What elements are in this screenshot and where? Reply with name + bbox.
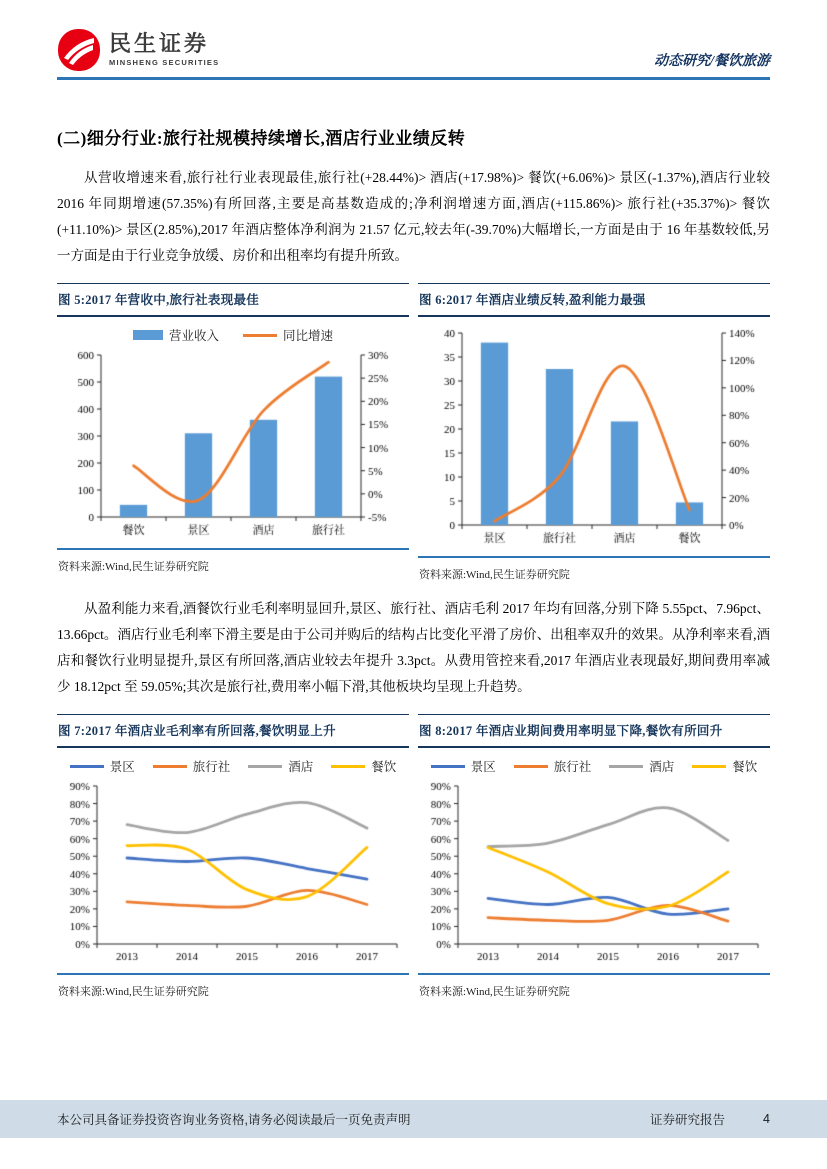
legend-item [70,757,135,775]
line-swatch-icon [331,765,365,768]
figure-5-source: 资料来源:Wind,民生证券研究院 [57,548,409,574]
footer-page-number: 4 [763,1112,770,1126]
line-swatch-icon [514,765,548,768]
footer-disclaimer: 本公司具备证券投资咨询业务资格,请务必阅读最后一页免责声明 [57,1113,411,1127]
footer-report-type: 证券研究报告 [650,1113,726,1127]
legend-label: 旅行社 [553,760,592,774]
legend-label: 同比增速 [283,329,334,343]
figure-5-chart [57,347,409,545]
bar-swatch-icon [133,330,163,340]
page-footer [0,1100,827,1138]
figure-7 [57,714,409,999]
paragraph-revenue-growth: 从营收增速来看,旅行社行业表现最佳,旅行社(+28.44%)> 酒店(+17.98%)> 餐饮(+6.06%)> 景区(-1.37%),酒店行业较 2016 年同期增速(57.35%)有所回落,主要是高基数造成的;净利润增速方面,酒店(+115.86%)> 旅行社(+35.37%)> 餐饮(+11.10%)> 景区(2.85%),2017 年酒店整体净利润为 21.57 亿元,较去年(-39.70%)大幅增长,一方面是由于 16 年基数较低,另一方面是由于行业竞争放缓、房价和出租率均有提升所致。 [57,170,770,263]
section-title: (二)细分行业:旅行社规模持续增长,酒店行业业绩反转 [57,129,466,148]
figure-8-legend [418,748,770,778]
figure-8 [418,714,770,999]
legend-item [609,757,674,775]
figure-6 [418,283,770,582]
figure-row-2 [57,714,770,999]
line-swatch-icon [243,334,277,337]
line-swatch-icon [431,765,465,768]
figure-row-1 [57,283,770,582]
legend-label: 酒店 [649,760,675,774]
brand-text [109,33,219,67]
figure-8-source: 资料来源:Wind,民生证券研究院 [418,973,770,999]
brand-name-cn: 民生证券 [109,31,210,57]
paragraph-profitability: 从盈利能力来看,酒餐饮行业毛利率明显回升,景区、旅行社、酒店毛利 2017 年均有回落,分别下降 5.55pct、7.96pct、13.66pct。酒店行业毛利率下滑主要是由于公司并购后的结构占比变化平滑了房价、出租率双升的效果。从净利率来看,酒店和餐饮行业明显提升,景区有所回落,酒店业较去年提升 3.3pct。从费用管控来看,2017 年酒店业表现最好,期间费用率减少 18.12pct 至 59.05%;其次是旅行社,费用率小幅下滑,其他板块均呈现上升趋势。 [57,601,770,694]
figure-7-source: 资料来源:Wind,民生证券研究院 [57,973,409,999]
legend-label: 景区 [109,760,135,774]
brand-name-en: MINSHENG SECURITIES [109,58,220,68]
figure-7-chart [57,778,409,970]
figure-8-chart [418,778,770,970]
line-swatch-icon [609,765,643,768]
legend-item [153,757,231,775]
legend-item [133,326,219,344]
legend-label: 景区 [470,760,496,774]
line-swatch-icon [70,765,104,768]
legend-item [331,757,396,775]
legend-label: 餐饮 [371,760,397,774]
brand-logo [57,28,219,72]
figure-6-title: 图 6:2017 年酒店业绩反转,盈利能力最强 [418,283,770,317]
legend-label: 酒店 [288,760,314,774]
figure-6-source: 资料来源:Wind,民生证券研究院 [418,556,770,582]
footer-right [650,1110,770,1128]
line-swatch-icon [153,765,187,768]
figure-5-legend [57,317,409,347]
figure-7-legend [57,748,409,778]
legend-item [514,757,592,775]
legend-label: 旅行社 [192,760,231,774]
figure-8-title: 图 8:2017 年酒店业期间费用率明显下降,餐饮有所回升 [418,714,770,748]
legend-label: 营业收入 [168,329,219,343]
minsheng-logo-icon [57,28,101,72]
legend-item [243,326,333,344]
page-header [57,0,770,80]
legend-label: 餐饮 [732,760,758,774]
legend-item [692,757,757,775]
legend-item [431,757,496,775]
figure-5-title: 图 5:2017 年营收中,旅行社表现最佳 [57,283,409,317]
line-swatch-icon [692,765,726,768]
legend-item [248,757,313,775]
figure-6-chart [418,325,770,553]
figure-7-title: 图 7:2017 年酒店业毛利率有所回落,餐饮明显上升 [57,714,409,748]
figure-5 [57,283,409,582]
doc-type-label: 动态研究/餐饮旅游 [654,54,770,69]
line-swatch-icon [248,765,282,768]
